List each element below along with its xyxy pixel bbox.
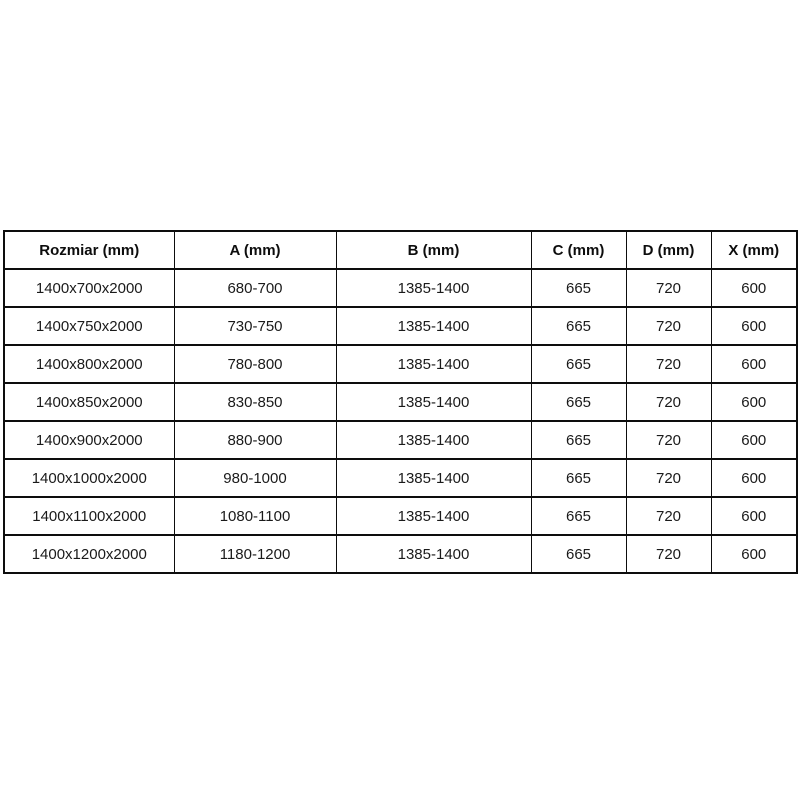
column-header-c: C (mm) xyxy=(531,231,626,269)
table-cell-a: 780-800 xyxy=(174,345,336,383)
table-cell-a: 1080-1100 xyxy=(174,497,336,535)
table-cell-b: 1385-1400 xyxy=(336,459,531,497)
column-header-d: D (mm) xyxy=(626,231,711,269)
table-cell-c: 665 xyxy=(531,345,626,383)
table-cell-a: 680-700 xyxy=(174,269,336,307)
table-cell-b: 1385-1400 xyxy=(336,497,531,535)
table-cell-a: 730-750 xyxy=(174,307,336,345)
table-cell-c: 665 xyxy=(531,269,626,307)
table-cell-rozmiar: 1400x850x2000 xyxy=(4,383,174,421)
column-header-a: A (mm) xyxy=(174,231,336,269)
table-cell-c: 665 xyxy=(531,497,626,535)
table-cell-rozmiar: 1400x700x2000 xyxy=(4,269,174,307)
table-cell-rozmiar: 1400x900x2000 xyxy=(4,421,174,459)
table-cell-a: 830-850 xyxy=(174,383,336,421)
table-cell-c: 665 xyxy=(531,535,626,573)
table-cell-x: 600 xyxy=(711,535,797,573)
table-cell-x: 600 xyxy=(711,307,797,345)
table-cell-b: 1385-1400 xyxy=(336,535,531,573)
table-cell-c: 665 xyxy=(531,307,626,345)
table-cell-d: 720 xyxy=(626,459,711,497)
table-cell-c: 665 xyxy=(531,383,626,421)
table-row xyxy=(4,269,797,307)
table-cell-d: 720 xyxy=(626,535,711,573)
table-cell-b: 1385-1400 xyxy=(336,269,531,307)
table-cell-rozmiar: 1400x800x2000 xyxy=(4,345,174,383)
table-cell-x: 600 xyxy=(711,497,797,535)
table-cell-a: 980-1000 xyxy=(174,459,336,497)
table-cell-b: 1385-1400 xyxy=(336,421,531,459)
table-cell-rozmiar: 1400x1000x2000 xyxy=(4,459,174,497)
table-row xyxy=(4,497,797,535)
table-cell-a: 880-900 xyxy=(174,421,336,459)
table-cell-d: 720 xyxy=(626,307,711,345)
table-cell-x: 600 xyxy=(711,383,797,421)
table-row xyxy=(4,307,797,345)
column-header-b: B (mm) xyxy=(336,231,531,269)
table-cell-b: 1385-1400 xyxy=(336,383,531,421)
table-row xyxy=(4,421,797,459)
table-cell-a: 1180-1200 xyxy=(174,535,336,573)
table-cell-d: 720 xyxy=(626,497,711,535)
table-row xyxy=(4,383,797,421)
table-cell-b: 1385-1400 xyxy=(336,345,531,383)
column-header-rozmiar: Rozmiar (mm) xyxy=(4,231,174,269)
table-cell-x: 600 xyxy=(711,269,797,307)
table-cell-d: 720 xyxy=(626,383,711,421)
table-cell-d: 720 xyxy=(626,269,711,307)
column-header-x: X (mm) xyxy=(711,231,797,269)
table-cell-c: 665 xyxy=(531,421,626,459)
table-cell-x: 600 xyxy=(711,345,797,383)
table-cell-rozmiar: 1400x750x2000 xyxy=(4,307,174,345)
table-cell-x: 600 xyxy=(711,459,797,497)
table-cell-d: 720 xyxy=(626,345,711,383)
table-cell-rozmiar: 1400x1200x2000 xyxy=(4,535,174,573)
table-body xyxy=(4,269,797,573)
dimension-spec-table xyxy=(3,230,798,574)
table-cell-x: 600 xyxy=(711,421,797,459)
table-cell-c: 665 xyxy=(531,459,626,497)
table-row xyxy=(4,535,797,573)
table-cell-d: 720 xyxy=(626,421,711,459)
table-row xyxy=(4,459,797,497)
table-row xyxy=(4,345,797,383)
header-row xyxy=(4,231,797,269)
table-cell-rozmiar: 1400x1100x2000 xyxy=(4,497,174,535)
table-cell-b: 1385-1400 xyxy=(336,307,531,345)
